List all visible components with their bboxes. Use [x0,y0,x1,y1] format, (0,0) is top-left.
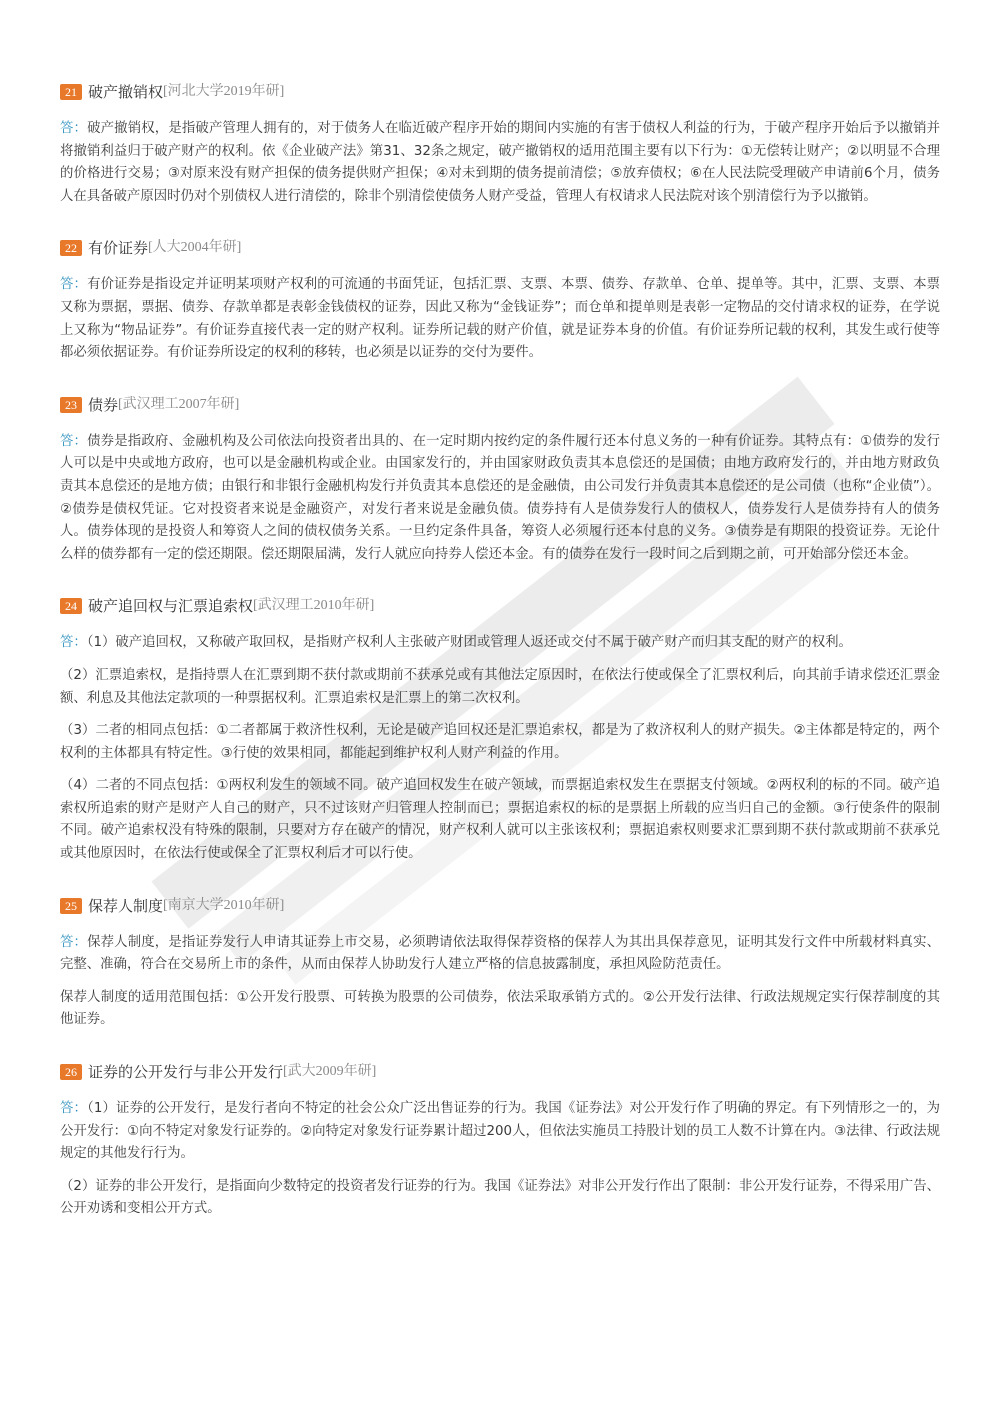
qa-section [60,395,940,567]
answer-text: （4）二者的不同点包括：①两权利发生的领域不同。破产追回权发生在破产领域，而票据追索权发生在票据支付领域。②两权利的标的不同。破产追索权所追索的财产是财产人自己的财产，只不过该财产归管理人控制而已；票据追索权的标的是票据上所载的应当归自己的金额。③行使条件的限制不同。破产追索权没有特殊的限制，只要对方存在破产的情况，财产权利人就可以主张该权利；票据追索权则要求汇票到期不获付款或期前不获承兑或其他原因时，在依法行使或保全了汇票权利后才可以行使。 [60,778,940,862]
question-number-badge: 26 [60,1064,82,1080]
question-number-badge: 22 [60,240,82,256]
exam-source: [武汉理工2007年研] [118,396,240,412]
answer-paragraph [60,720,940,765]
section-heading [60,395,940,415]
answer-paragraph [60,987,940,1032]
section-heading [60,1062,940,1082]
qa-section [60,596,940,865]
exam-source: [河北大学2019年研] [163,84,285,99]
qa-section [60,238,940,364]
answer-label: 答： [60,433,88,449]
answer-paragraph [60,1176,940,1221]
answer-text: （2）证券的非公开发行，是指面向少数特定的投资者发行证券的行为。我国《证券法》对非公开发行作出了限制：非公开发行证券，不得采用广告、公开劝诱和变相公开方式。 [60,1178,940,1217]
term-title: 保荐人制度 [88,896,164,915]
document-page [60,82,940,1251]
answer-label: 答： [60,1101,88,1117]
qa-section [60,1062,940,1221]
answer-paragraph [60,632,940,655]
question-number-badge: 24 [60,598,82,614]
answer-paragraph [60,274,940,364]
section-heading [60,596,940,616]
term-title: 证券的公开发行与非公开发行 [88,1063,284,1082]
exam-source: [人大2004年研] [148,240,242,256]
exam-source: [武汉理工2010年研] [253,598,375,614]
answer-paragraph [60,118,940,208]
answer-label: 答： [60,635,87,651]
answer-text: 保荐人制度，是指证券发行人申请其证券上市交易，必须聘请依法取得保荐资格的保荐人为其出具保荐意见，证明其发行文件中所载材料真实、完整、准确，符合在交易所上市的条件，从而由保荐人协助发行人建立严格的信息披露制度，承担风险防范责任。 [60,934,941,973]
answer-paragraph [60,932,940,977]
exam-source: [武大2009年研] [283,1064,377,1080]
answer-text: （1）证券的公开发行，是发行者向不特定的社会公众广泛出售证券的行为。我国《证券法》对公开发行作了明确的界定。有下列情形之一的，为公开发行：①向不特定对象发行证券的。②向特定对象发行证券累计超过200人，但依法实施员工持股计划的员工人数不计算在内。③法律、行政法规规定的其他发行行为。 [60,1101,940,1162]
answer-paragraph [60,775,940,865]
section-heading [60,82,940,102]
question-number-badge: 21 [60,84,82,100]
answer-label: 答： [60,277,88,293]
answer-paragraph [60,665,940,710]
term-title: 债券 [88,395,119,414]
answer-text: 破产撤销权，是指破产管理人拥有的，对于债务人在临近破产程序开始的期间内实施的有害于债权人利益的行为，于破产程序开始后予以撤销并将撤销利益归于破产财产的权利。依《企业破产法》第31、32条之规定，破产撤销权的适用范围主要有以下行为：①无偿转让财产；②以明显不合理的价格进行交易；③对原来没有财产担保的债务提供财产担保；④对未到期的债务提前清偿；⑤放弃债权；⑥在人民法院受理破产申请前6个月，债务人在具备破产原因时仍对个别债权人进行清偿的，除非个别清偿使债务人财产受益，管理人有权请求人民法院对该个别清偿行为予以撤销。 [60,121,941,204]
answer-paragraph [60,1098,940,1166]
answer-text: （3）二者的相同点包括：①二者都属于救济性权利，无论是破产追回权还是汇票追索权，都是为了救济权利人的财产损失。②主体都是特定的，两个权利的主体都具有特定性。③行使的效果相同，都能起到维护权利人财产利益的作用。 [60,723,940,761]
answer-text: （2）汇票追索权，是指持票人在汇票到期不获付款或期前不获承兑或有其他法定原因时，在依法行使或保全了汇票权利后，向其前手请求偿还汇票金额、利息及其他法定款项的一种票据权利。汇票追索权是汇票上的第二次权利。 [60,667,940,706]
answer-label: 答： [60,934,88,950]
answer-text: （1）破产追回权，又称破产取回权，是指财产权利人主张破产财团或管理人返还或交付不属于破产财产而归其支配的财产的权利。 [86,635,852,651]
answer-text: 保荐人制度的适用范围包括：①公开发行股票、可转换为股票的公司债券，依法采取承销方式的。②公开发行法律、行政法规规定实行保荐制度的其他证券。 [60,989,940,1028]
section-heading [60,896,940,916]
answer-text: 债券是指政府、金融机构及公司依法向投资者出具的、在一定时期内按约定的条件履行还本付息义务的一种有价证券。其特点有：①债券的发行人可以是中央或地方政府，也可以是金融机构或企业。由国家发行的，并由国家财政负责其本息偿还的是国债；由地方政府发行的，并由地方财政负责其本息偿还的是地方债；由银行和非银行金融机构发行并负责其本息偿还的是金融债，由公司发行并负责其本息偿还的是公司债（也称“企业债”）。②债券是债权凭证。它对投资者来说是金融资产，对发行者来说是金融负债。债券持有人是债券发行人的债权人，债券发行人是债券持有人的债务人。债券体现的是投资人和筹资人之间的债权债务关系。一旦约定条件具备，筹资人必须履行还本付息的义务。③债券是有期限的投资证券。无论什么样的债券都有一定的偿还期限。偿还期限届满，发行人就应向持券人偿还本金。有的债券在发行一段时间之后到期之前，可开始部分偿还本金。 [60,433,940,562]
qa-section [60,896,940,1032]
answer-text: 有价证券是指设定并证明某项财产权利的可流通的书面凭证，包括汇票、支票、本票、债券、存款单、仓单、提单等。其中，汇票、支票、本票又称为票据，票据、债券、存款单都是表彰金钱债权的证券，因此又称为“金钱证券”；而仓单和提单则是表彰一定物品的交付请求权的证券，在学说上又称为“物品证券”。有价证券直接代表一定的财产权利。证券所记载的财产价值，就是证券本身的价值。有价证券所记载的权利，其发生或行使等都必须依据证券。有价证券所设定的权利的移转，也必须是以证券的交付为要件。 [60,277,941,361]
answer-label: 答： [60,121,88,136]
term-title: 有价证券 [88,239,149,258]
answer-paragraph [60,431,940,567]
exam-source: [南京大学2010年研] [163,897,285,913]
section-heading [60,238,940,258]
question-number-badge: 25 [60,898,82,914]
qa-section [60,82,940,208]
question-number-badge: 23 [60,397,82,413]
term-title: 破产撤销权 [88,83,164,101]
term-title: 破产追回权与汇票追索权 [88,597,254,616]
